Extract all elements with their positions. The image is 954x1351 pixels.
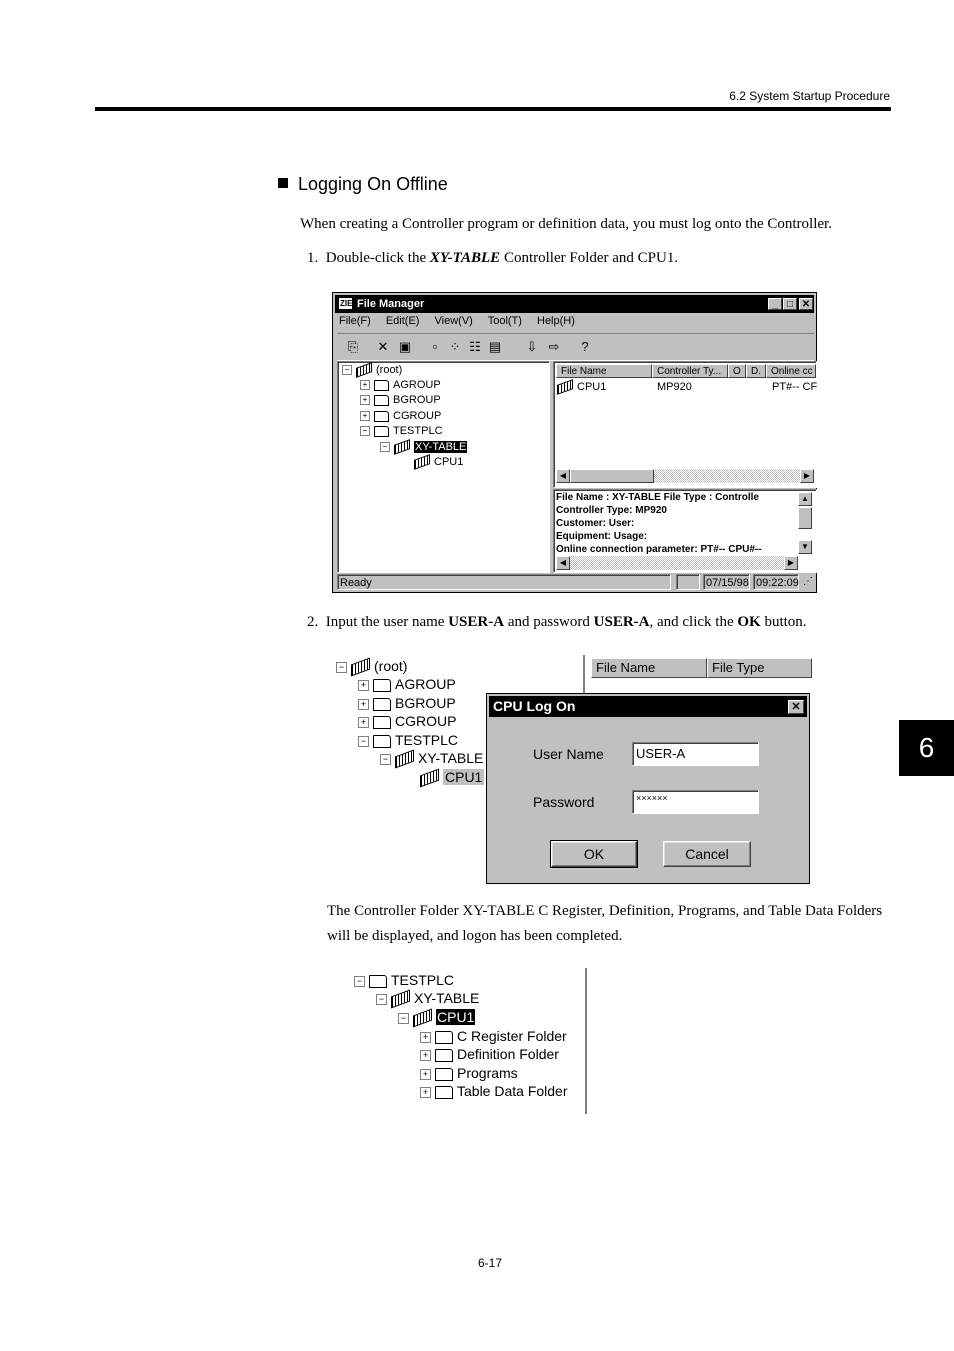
file-list	[553, 361, 817, 488]
intro-paragraph: When creating a Controller program or definition data, you must log onto the Controller.	[300, 216, 832, 232]
network-icon	[351, 658, 370, 677]
user-name-field[interactable]: USER-A	[632, 742, 759, 766]
menu-bar	[339, 315, 587, 331]
col-d[interactable]: D.	[746, 364, 766, 378]
cancel-button[interactable]: Cancel	[663, 841, 751, 867]
transfer-back-icon[interactable]: ⇨	[548, 339, 560, 354]
header-rule	[95, 107, 891, 111]
minimize-button[interactable]: _	[768, 298, 782, 310]
tree-item-cpu1[interactable]: CPU1	[414, 456, 463, 468]
info-scroll-right-button[interactable]: ▶	[784, 556, 798, 570]
step-1: 1. Double-click the XY-TABLE Controller Folder and CPU1.	[307, 250, 679, 266]
tree-item-table-data[interactable]: + Table Data Folder	[420, 1083, 568, 1099]
step-2: 2. Input the user name USER-A and password USER-A, and click the OK button.	[307, 614, 807, 630]
folder-icon	[374, 411, 389, 422]
menu-view[interactable]: View(V)	[434, 315, 473, 327]
transfer-icon[interactable]: ⇩	[526, 339, 538, 354]
scroll-thumb[interactable]	[570, 469, 654, 483]
cpu-logon-dialog	[486, 693, 810, 884]
tree-item-xy-table[interactable]: − XY-TABLE	[376, 990, 479, 1006]
cpu-icon	[413, 1009, 432, 1028]
menu-file[interactable]: File(F)	[339, 315, 371, 327]
folder-icon	[373, 716, 391, 729]
controller-icon	[391, 990, 410, 1009]
folder-icon	[369, 975, 387, 988]
menu-help[interactable]: Help(H)	[537, 315, 575, 327]
folder-icon	[373, 735, 391, 748]
bullet-square-icon	[278, 178, 288, 188]
folder-tree	[337, 361, 550, 573]
list-view-icon[interactable]: ☷	[469, 339, 481, 354]
menu-tool[interactable]: Tool(T)	[487, 315, 522, 327]
scroll-down-button[interactable]: ▼	[798, 540, 812, 554]
title-bar: ZIE File Manager _ □ ✕	[335, 295, 814, 313]
password-field[interactable]: ××××××	[632, 790, 759, 814]
tree-item-cgroup[interactable]: + CGROUP	[360, 410, 441, 422]
controller-icon	[395, 750, 414, 769]
scroll-right-button[interactable]: ▶	[800, 469, 814, 483]
folder-icon	[374, 426, 389, 437]
folder-icon	[373, 698, 391, 711]
vscroll-thumb[interactable]	[798, 507, 812, 529]
tree-root[interactable]: − (root)	[342, 364, 402, 376]
cpu-icon	[414, 454, 430, 470]
chapter-tab: 6	[899, 720, 954, 776]
ok-button[interactable]: OK	[551, 841, 637, 867]
status-date: 07/15/98	[703, 574, 750, 590]
folder-icon	[373, 679, 391, 692]
tree-root[interactable]: − (root)	[336, 658, 407, 674]
list-item-cpu1[interactable]: CPU1	[557, 381, 606, 393]
col-o[interactable]: O	[728, 364, 746, 378]
menu-edit[interactable]: Edit(E)	[385, 315, 420, 327]
page-number: 6-17	[477, 1256, 503, 1270]
tree-item-xy-table[interactable]: − XY-TABLE	[380, 750, 483, 766]
list-item-online: PT#-- CF	[772, 381, 818, 393]
section-title: Logging On Offline	[278, 174, 448, 195]
toolbar	[337, 333, 814, 361]
tree-item-cpu1[interactable]: CPU1	[420, 769, 484, 785]
large-icons-icon[interactable]: ▫	[432, 339, 438, 354]
help-icon[interactable]: ?	[581, 339, 589, 354]
tree-item-cpu1[interactable]: − CPU1	[398, 1009, 475, 1025]
info-hscrollbar[interactable]	[556, 556, 798, 570]
tree-item-bgroup[interactable]: + BGROUP	[360, 394, 441, 406]
folder-icon	[435, 1049, 453, 1062]
details-view-icon[interactable]: ▤	[488, 339, 502, 354]
dialog-title-bar: CPU Log On ✕	[489, 696, 807, 717]
folder-icon	[435, 1068, 453, 1081]
status-text: Ready	[337, 574, 671, 590]
scroll-up-button[interactable]: ▲	[798, 492, 812, 506]
info-pane: File Name : XY-TABLE File Type : Controlle Controller Type: MP920 Customer: User: Equipment: Usage: Online connection parameter: PT#-- CPU#-- ▲ ▼ ◀ ▶	[553, 489, 817, 573]
folder-icon	[374, 395, 389, 406]
tree-item-xy-table[interactable]: − XY-TABLE	[380, 441, 467, 453]
app-icon: ZIE	[340, 299, 353, 308]
small-icons-icon[interactable]: ⁘	[449, 339, 461, 354]
maximize-button[interactable]: □	[783, 298, 797, 310]
tree-item-testplc[interactable]: − TESTPLC	[354, 972, 454, 988]
tree-item-cgroup[interactable]: + CGROUP	[358, 713, 456, 729]
tree-item-testplc[interactable]: − TESTPLC	[358, 732, 458, 748]
password-label: Password	[533, 794, 595, 810]
cpu-icon	[420, 769, 439, 788]
status-time: 09:22:09	[753, 574, 799, 590]
close-button[interactable]: ✕	[799, 298, 813, 310]
scroll-left-button[interactable]: ◀	[556, 469, 570, 483]
up-folder-icon[interactable]: ⎘	[347, 339, 359, 354]
folder-icon	[435, 1031, 453, 1044]
tree-item-agroup[interactable]: + AGROUP	[360, 379, 441, 391]
tree-item-programs[interactable]: + Programs	[420, 1065, 518, 1081]
result-paragraph: The Controller Folder XY-TABLE C Register, Definition, Programs, and Table Data Folders will be displayed, and logon has been completed.	[327, 903, 883, 944]
tree-item-definition[interactable]: + Definition Folder	[420, 1046, 559, 1062]
folder-icon	[374, 380, 389, 391]
resize-grip-icon[interactable]: ⋰	[803, 576, 813, 587]
tree-item-c-register[interactable]: + C Register Folder	[420, 1028, 567, 1044]
tree-item-agroup[interactable]: + AGROUP	[358, 676, 456, 692]
status-indicator	[676, 574, 700, 590]
properties-icon[interactable]: ▣	[398, 339, 412, 354]
col-file-name[interactable]: File Name	[556, 364, 652, 378]
folder-icon	[435, 1086, 453, 1099]
list-item-type: MP920	[657, 381, 692, 393]
status-bar	[337, 574, 814, 590]
login-file-list	[583, 655, 812, 695]
tree-item-testplc[interactable]: − TESTPLC	[360, 425, 443, 437]
final-folder-tree	[350, 968, 587, 1114]
col-controller-type[interactable]: Controller Ty...	[652, 364, 728, 378]
col-file-name[interactable]: File Name	[591, 658, 707, 678]
cpu-icon	[557, 379, 573, 395]
user-name-label: User Name	[533, 746, 604, 762]
delete-icon[interactable]: ✕	[377, 339, 389, 354]
tree-item-bgroup[interactable]: + BGROUP	[358, 695, 456, 711]
file-manager-window	[332, 292, 817, 593]
col-online[interactable]: Online cc	[766, 364, 816, 378]
info-scroll-left-button[interactable]: ◀	[556, 556, 570, 570]
col-file-type[interactable]: File Type	[707, 658, 812, 678]
running-header: 6.2 System Startup Procedure	[729, 89, 890, 103]
dialog-close-button[interactable]: ✕	[788, 700, 804, 714]
network-icon	[356, 362, 372, 378]
controller-icon	[394, 439, 410, 455]
